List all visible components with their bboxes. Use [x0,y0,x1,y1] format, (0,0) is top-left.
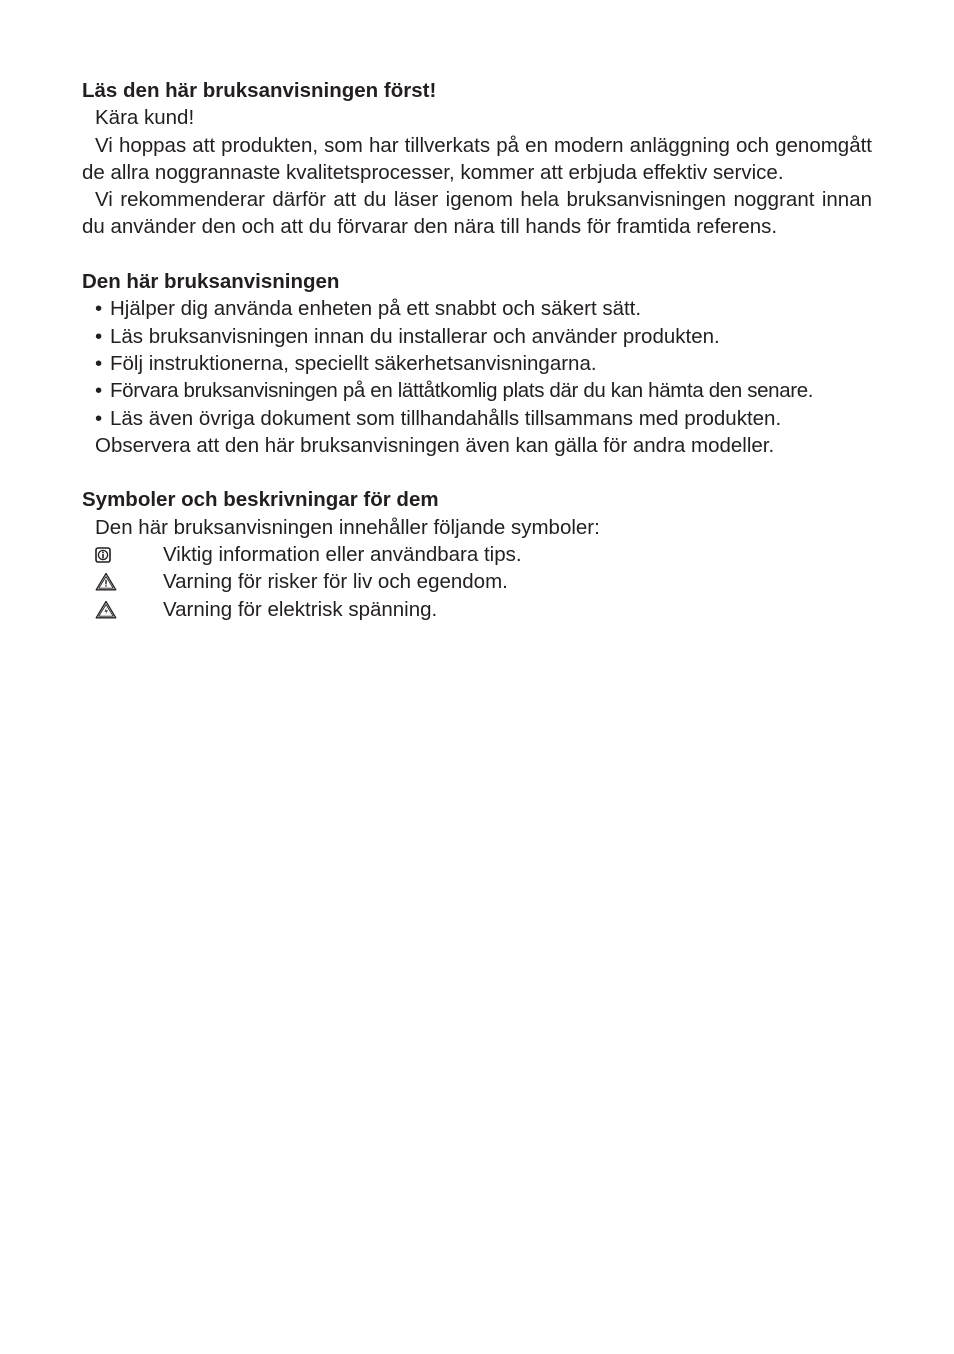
symbol-description: Viktig information eller användbara tips. [163,543,522,567]
symbol-description: Varning för risker för liv och egendom. [163,570,508,594]
symbol-description: Varning för elektrisk spänning. [163,597,438,621]
electric-warning-icon [82,600,163,619]
greeting: Kära kund! [95,106,195,130]
models-note: Observera att den här bruksanvisningen även kan gälla för andra modeller. [95,433,775,457]
manual-page [82,77,872,623]
list-item: • Följ instruktionerna, speciellt säkerhetsanvisningarna. [95,350,872,377]
section-heading-symbols: Symboler och beskrivningar för dem [82,488,439,512]
section-spacer [82,459,872,486]
section-heading-read-first: Läs den här bruksanvisningen först! [82,79,437,102]
bullet-icon: • [95,297,103,321]
intro-paragraph: Vi hoppas att produkten, som har tillverkats på en modern anläggning och genomgått de allra noggrannaste kvalitetsprocesser, kommer att erbjuda effektiv service. [82,133,872,184]
symbol-row-electric [82,596,872,623]
bullet-icon: • [95,379,102,403]
bullet-icon: • [95,351,103,375]
section-heading-this-manual: Den här bruksanvisningen [82,270,340,294]
info-icon [82,547,163,563]
list-item: • Förvara bruksanvisningen på en lättåtkomlig plats där du kan hämta den senare. [95,377,872,404]
symbol-row-warning [82,568,872,595]
recommendation-paragraph: Vi rekommenderar därför att du läser igenom hela bruksanvisningen noggrant innan du använder den och att du förvarar den nära till hands för framtida referens. [82,188,872,239]
section-spacer [82,241,872,268]
bullet-icon: • [95,406,103,430]
bullet-icon: • [95,324,103,348]
list-item: • Hjälper dig använda enheten på ett snabbt och säkert sätt. [95,295,872,322]
list-item: • Läs bruksanvisningen innan du installerar och använder produkten. [95,323,872,350]
symbols-intro: Den här bruksanvisningen innehåller följande symboler: [95,515,600,539]
warning-triangle-icon [82,572,163,591]
symbol-row-info [82,541,872,568]
list-item: • Läs även övriga dokument som tillhandahålls tillsammans med produkten. [95,405,872,432]
manual-purpose-list [82,295,872,431]
